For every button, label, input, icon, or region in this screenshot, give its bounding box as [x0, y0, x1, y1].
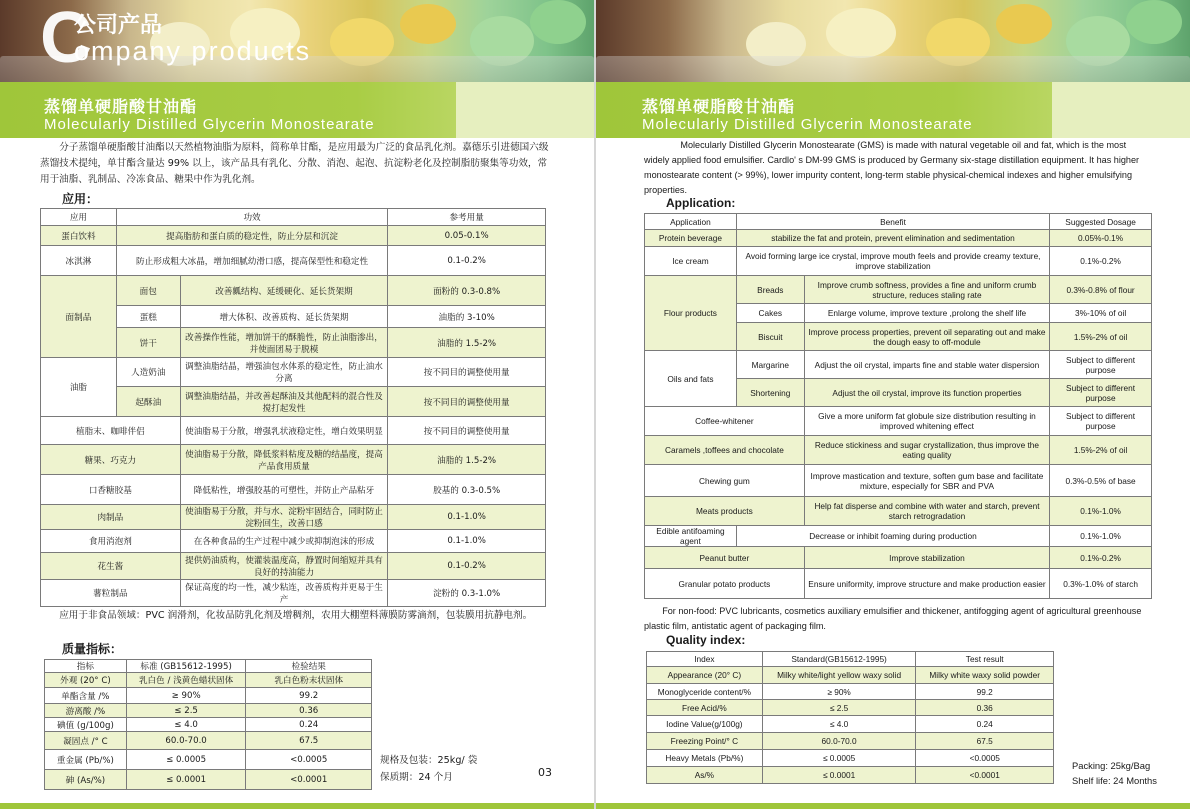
table-row: 面制品 面包 改善瓤结构、延缓硬化、延长货架期 面粉的 0.3-0.8%: [41, 276, 546, 306]
table-row: Heavy Metals (Pb/%) ≤ 0.0005 <0.0005: [647, 750, 1054, 767]
non-food-paragraph: For non-food: PVC lubricants, cosmetics auxiliary emulsifier and thickener, antifogging agent of agricultural greenhouse plastic film, antistatic agent of packaging film.: [644, 606, 1142, 631]
col-header: Suggested Dosage: [1050, 214, 1152, 230]
table-row: Granular potato products Ensure uniformity, improve structure and make production easier 0.3%-1.0% of starch: [645, 569, 1152, 599]
application-table: [40, 208, 546, 607]
header-photo-ice-cream: [596, 0, 1190, 82]
intro-paragraph: Molecularly Distilled Glycerin Monostearate (GMS) is made with natural vegetable oil and fat, which is the most widely applied food emulsifier. Cardlo' s DM-99 GMS is produced by Germany six-stage distillation equipment. It has higher monostearate content (> 99%), lower impurity content, long-term stable physical-chemical indexes and higher emulsifying properties.: [644, 140, 1140, 195]
table-row: 碘值 (g/100g) ≤ 4.0 0.24: [45, 718, 372, 732]
col-header: 应用: [41, 209, 117, 226]
logo-text-cn: 公司产品: [74, 13, 163, 38]
footer-bar: [0, 803, 594, 809]
table-row: Shortening Adjust the oil crystal, improve its function properties Subject to different purpose: [645, 379, 1152, 407]
table-row: 起酥油 调整油脂结晶，并改善起酥油及其他配料的混合性及搅打起发性 按不同目的调整使用量: [41, 387, 546, 417]
quality-table: Index Standard(GB15612-1995) Test result Appearance (20° C) Milky white/light yellow waxy solid Milky white waxy solid powder Monoglyceride content/% ≥ 90% 99.2 Free Acid/% ≤ 2.5 0.36 Iodine Value(g/100g) ≤ 4.0 0.24 Freezing Point/° C 60.0-70.0 67.5 Heavy Metals (Pb/%) ≤ 0.0005 <0.0005 As/% ≤ 0.0001 <0.0001: [646, 651, 1054, 784]
table-row: Cakes Enlarge volume, improve texture ,prolong the shelf life 3%-10% of oil: [645, 304, 1152, 323]
shelf-life-line: 保质期：24 个月: [380, 772, 453, 783]
product-title-cn: 蒸馏单硬脂酸甘油酯: [642, 97, 796, 116]
table-row: 口香糖胶基 降低粘性，增强胶基的可塑性，并防止产品粘牙 胶基的 0.3-0.5%: [41, 475, 546, 505]
table-row: Caramels ,toffees and chocolate Reduce stickiness and sugar crystallization, thus improve the eating quality 1.5%-2% of oil: [645, 436, 1152, 465]
table-row: Chewing gum Improve mastication and texture, soften gum base and facilitate mixture, especially for SBR and PVA 0.3%-0.5% of base: [645, 465, 1152, 497]
table-row: 蛋白饮料 提高脂肪和蛋白质的稳定性，防止分层和沉淀 0.05-0.1%: [41, 226, 546, 246]
left-page: [0, 0, 594, 809]
table-row: Monoglyceride content/% ≥ 90% 99.2: [647, 684, 1054, 700]
table-row: 游离酸 /% ≤ 2.5 0.36: [45, 704, 372, 718]
application-heading: 应用：: [62, 192, 99, 206]
table-row: 饼干 改善操作性能，增加饼干的酥脆性，防止油脂渗出，并使面团易于脱模 油脂的 1.5-2%: [41, 328, 546, 358]
table-row: 蛋糕 增大体积、改善质构、延长货架期 油脂的 3-10%: [41, 306, 546, 328]
col-header: 功效: [116, 209, 387, 226]
table-row: Edible antifoaming agent Decrease or inhibit foaming during production 0.1%-1.0%: [645, 526, 1152, 547]
logo-letter-c: C: [40, 0, 92, 78]
table-row: Freezing Point/° C 60.0-70.0 67.5: [647, 733, 1054, 750]
col-header: Benefit: [736, 214, 1049, 230]
product-title-cn: 蒸馏单硬脂酸甘油酯: [44, 97, 198, 116]
shelf-life-line: Shelf life: 24 Months: [1072, 775, 1157, 786]
table-row: Peanut butter Improve stabilization 0.1%-0.2%: [645, 547, 1152, 569]
table-row: Ice cream Avoid forming large ice crystal, improve mouth feels and provide creamy texture, improve stabilization 0.1%-0.2%: [645, 247, 1152, 276]
table-row: Appearance (20° C) Milky white/light yellow waxy solid Milky white waxy solid powder: [647, 667, 1054, 684]
table-row: As/% ≤ 0.0001 <0.0001: [647, 767, 1054, 784]
table-row: 食用消泡剂 在各种食品的生产过程中减少或抑制泡沫的形成 0.1-1.0%: [41, 530, 546, 553]
table-row: Biscuit Improve process properties, prevent oil separating out and make the dough easy to off-module 1.5%-2% of oil: [645, 323, 1152, 351]
col-header: Application: [645, 214, 737, 230]
table-row: 单酯含量 /% ≥ 90% 99.2: [45, 688, 372, 704]
table-row: Meats products Help fat disperse and combine with water and starch, prevent starch retrogradation 0.1%-1.0%: [645, 497, 1152, 526]
table-row: 重金属 (Pb/%) ≤ 0.0005 <0.0005: [45, 750, 372, 770]
page-number: 03: [538, 766, 552, 779]
table-row: 植脂末、咖啡伴侣 使油脂易于分散，增强乳状液稳定性，增白效果明显 按不同目的调整使用量: [41, 417, 546, 445]
table-row: 花生酱 提供奶油质构，使灌装温度高，静置时间缩短并具有良好的持油能力 0.1-0.2%: [41, 553, 546, 580]
table-row: Protein beverage stabilize the fat and protein, prevent elimination and sedimentation 0.05%-0.1%: [645, 230, 1152, 247]
right-page: [596, 0, 1190, 809]
application-table: [644, 213, 1152, 599]
logo-text-en: ompany products: [74, 36, 312, 66]
table-row: 砷 (As/%) ≤ 0.0001 <0.0001: [45, 770, 372, 790]
table-row: 外观 (20° C) 乳白色 / 浅黄色蜡状固体 乳白色粉末状固体: [45, 673, 372, 688]
table-row: 薯粒制品 保证高度的均一性，减少粘连，改善质构并更易于生产 淀粉的 0.3-1.0%: [41, 580, 546, 607]
table-row: 糖果、巧克力 使油脂易于分散，降低浆料粘度及糖的结晶度，提高产品食用质量 油脂的 1.5-2%: [41, 445, 546, 475]
table-row: Free Acid/% ≤ 2.5 0.36: [647, 700, 1054, 716]
table-row: Flour products Breads Improve crumb softness, provides a fine and uniform crumb structure, reduces staling rate 0.3%-0.8% of flour: [645, 276, 1152, 304]
product-title-en: Molecularly Distilled Glycerin Monostearate: [44, 116, 375, 133]
header-photo-ice-cream: [0, 0, 594, 82]
footer-bar: [596, 803, 1190, 809]
col-header: 参考用量: [388, 209, 546, 226]
non-food-paragraph: 应用于非食品领域：PVC 润滑剂，化妆品防乳化剂及增稠剂，农用大棚塑料薄膜防雾滴剂，包装膜用抗静电剂。: [59, 610, 533, 621]
table-row: 凝固点 /° C 60.0-70.0 67.5: [45, 732, 372, 750]
application-heading: Application:: [666, 196, 736, 210]
packing-info: [1072, 758, 1157, 788]
intro-paragraph: 分子蒸馏单硬脂酸甘油酯以天然植物油脂为原料，简称单甘酯，是应用最为广泛的食品乳化剂。嘉德乐引进德国六级蒸馏技术提纯，单甘酯含量达 99% 以上，该产品具有乳化、分散、消泡、起泡、抗淀粉老化及控制脂肪聚集等功效，常用于油脂、乳制品、冷冻食品、糖果中作为乳化剂。: [40, 142, 549, 185]
product-title-en: Molecularly Distilled Glycerin Monostearate: [642, 116, 973, 133]
packing-line: Packing: 25kg/Bag: [1072, 760, 1151, 771]
table-row: 油脂 人造奶油 调整油脂结晶，增强油包水体系的稳定性，防止油水分离 按不同目的调整使用量: [41, 358, 546, 387]
packing-line: 规格及包装：25kg/ 袋: [380, 755, 478, 766]
table-row: Coffee-whitener Give a more uniform fat globule size distribution resulting in improved whitening effect Subject to different purpose: [645, 407, 1152, 436]
table-row: Oils and fats Margarine Adjust the oil crystal, imparts fine and stable water dispersion Subject to different purpose: [645, 351, 1152, 379]
table-row: 肉制品 使油脂易于分散，并与水、淀粉牢固结合，同时防止淀粉回生，改善口感 0.1-1.0%: [41, 505, 546, 530]
table-row: 冰淇淋 防止形成粗大冰晶，增加细腻幼滑口感，提高保型性和稳定性 0.1-0.2%: [41, 246, 546, 276]
quality-heading: Quality index:: [666, 633, 746, 647]
quality-heading: 质量指标：: [62, 642, 123, 656]
table-row: Iodine Value(g/100g) ≤ 4.0 0.24: [647, 716, 1054, 733]
packing-info: [380, 752, 477, 786]
quality-table: 指标 标准 (GB15612-1995) 检验结果 外观 (20° C) 乳白色 / 浅黄色蜡状固体 乳白色粉末状固体 单酯含量 /% ≥ 90% 99.2 游离酸 /% ≤ 2.5 0.36 碘值 (g/100g) ≤ 4.0 0.24 凝固点 /° C 60.0-70.0 67.5 重金属 (Pb/%) ≤ 0.0005 <0.0005 砷 (As/%) ≤ 0.0001 <0.0001: [44, 659, 372, 790]
